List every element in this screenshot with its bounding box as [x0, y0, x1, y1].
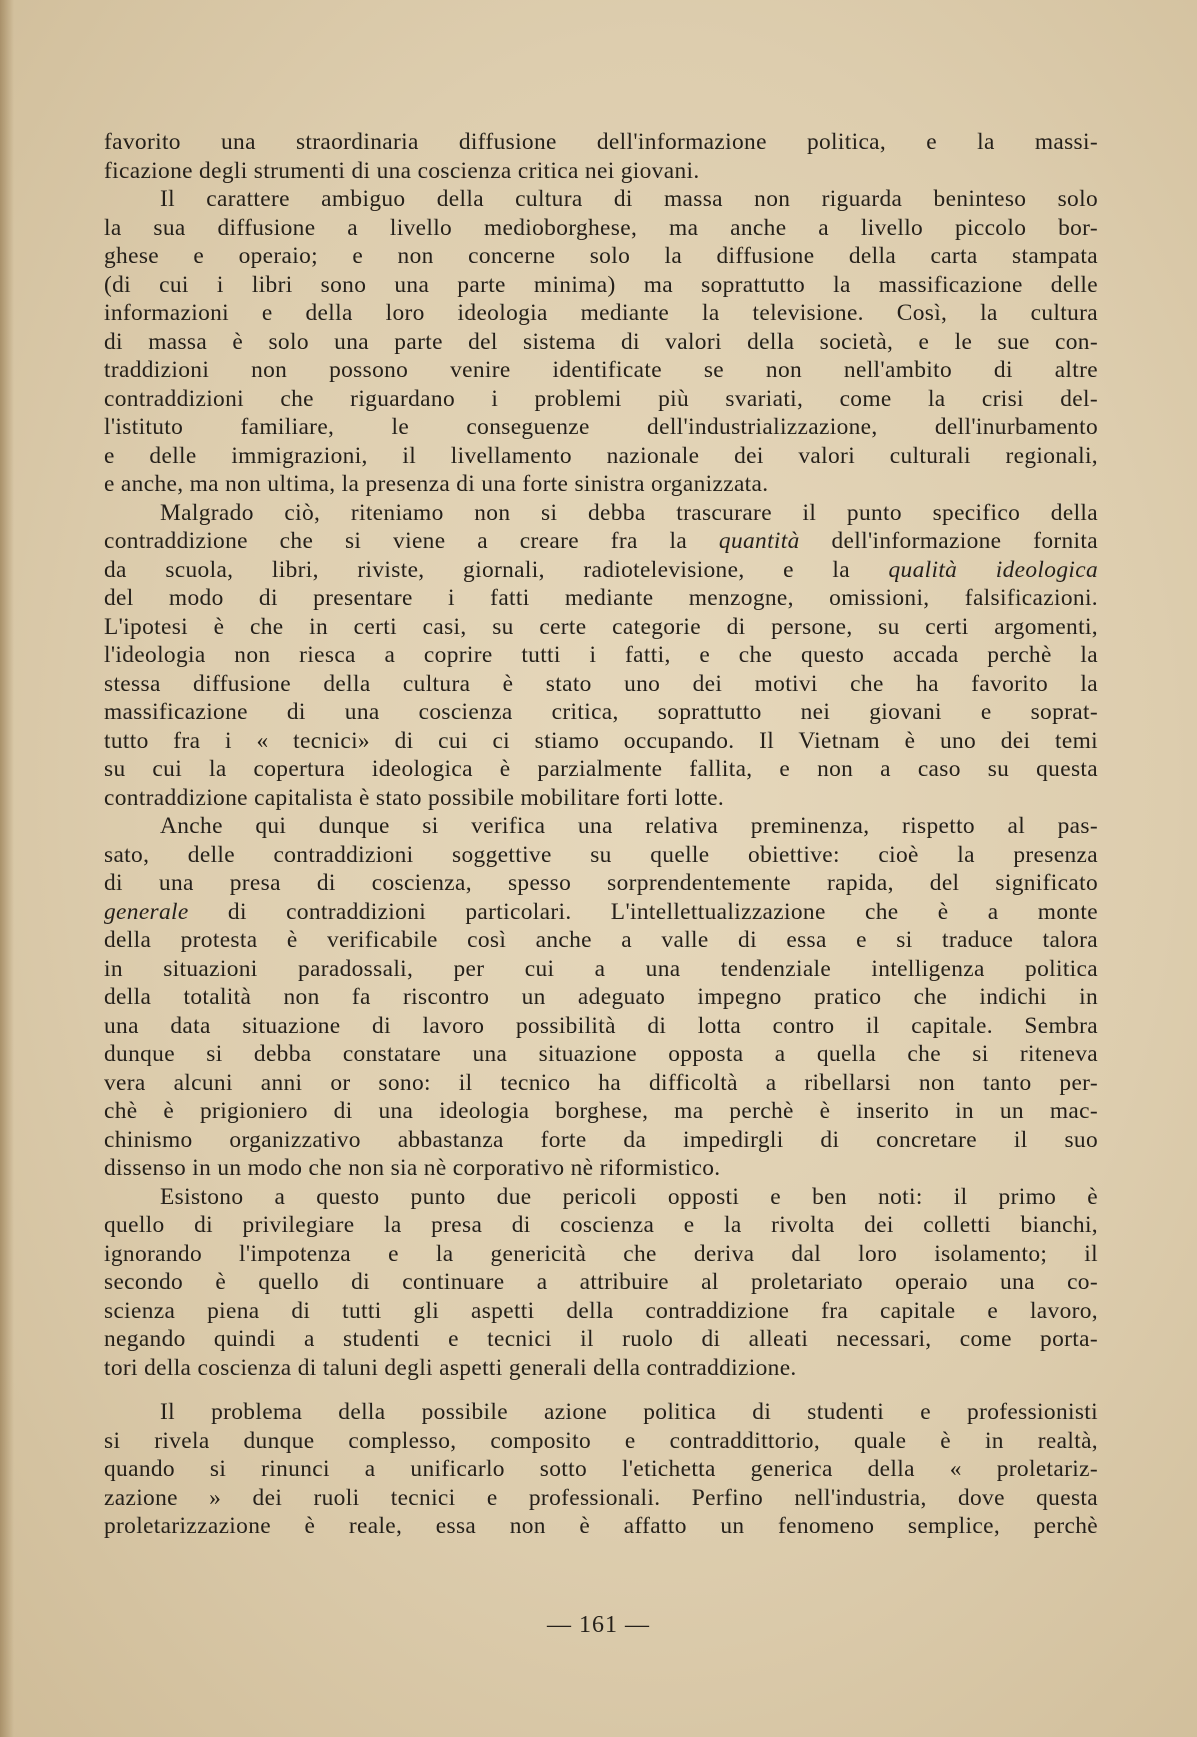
text-line: Anche qui dunque si verifica una relativa preminenza, rispetto al pas- [160, 813, 1098, 839]
text-line: scienza piena di tutti gli aspetti della contraddizione fra capitale e lavoro, [104, 1297, 1098, 1324]
page-number: — 161 — [547, 1612, 650, 1638]
text-line: dunque si debba constatare una situazione opposta a quella che si riteneva [104, 1041, 1098, 1067]
text-line: chè è prigioniero di una ideologia borghese, ma perchè è inserito in un mac- [104, 1098, 1098, 1124]
text-line: Il carattere ambiguo della cultura di massa non riguarda beninteso solo [160, 186, 1098, 212]
paragraph-4 [104, 812, 1098, 1183]
text-line: e delle immigrazioni, il livellamento nazionale dei valori culturali regionali, [104, 442, 1098, 469]
text-line: in situazioni paradossali, per cui a una tendenziale intelligenza politica [104, 955, 1098, 982]
text-line: ficazione degli strumenti di una coscienza critica nei giovani. [104, 157, 700, 184]
text-line: traddizioni non possono venire identificate se non nell'ambito di altre [104, 357, 1098, 383]
text-line: (di cui i libri sono una parte minima) ma soprattutto la massificazione delle [104, 271, 1098, 298]
paragraph-3 [104, 499, 1098, 813]
text-line: si rivela dunque complesso, composito e contraddittorio, quale è in realtà, [104, 1427, 1098, 1454]
text-line: ignorando l'impotenza e la genericità che deriva dal loro isolamento; il [104, 1240, 1098, 1267]
text-line: secondo è quello di continuare a attribuire al proletariato operaio una co- [104, 1269, 1098, 1295]
text-line: vera alcuni anni or sono: il tecnico ha difficoltà a ribellarsi non tanto per- [104, 1069, 1098, 1096]
text-line: di una presa di coscienza, spesso sorprendentemente rapida, del significato [104, 870, 1098, 896]
body-text [104, 128, 1098, 1541]
text-line: una data situazione di lavoro possibilità di lotta contro il capitale. Sembra [104, 1012, 1098, 1039]
text-line: proletarizzazione è reale, essa non è affatto un fenomeno semplice, perchè [104, 1513, 1098, 1539]
text-line: Esistono a questo punto due pericoli opposti e ben noti: il primo è [160, 1183, 1098, 1210]
text-line: l'ideologia non riesca a coprire tutti i fatti, e che questo accada perchè la [104, 642, 1098, 668]
text-line: del modo di presentare i fatti mediante menzogne, omissioni, falsificazioni. [104, 585, 1098, 611]
page-edge-shadow [0, 0, 14, 1737]
text-line: contraddizioni che riguardano i problemi più svariati, come la crisi del- [104, 385, 1098, 412]
text-line: informazioni e della loro ideologia mediante la televisione. Così, la cultura [104, 300, 1098, 326]
text-line: stessa diffusione della cultura è stato uno dei motivi che ha favorito la [104, 670, 1098, 697]
text-line: tori della coscienza di taluni degli aspetti generali della contraddizione. [104, 1354, 797, 1381]
text-line: dissenso in un modo che non sia nè corporativo nè riformistico. [104, 1155, 721, 1181]
text-line: sato, delle contraddizioni soggettive su quelle obiettive: cioè la presenza [104, 841, 1098, 868]
text-line: favorito una straordinaria diffusione dell'informazione politica, e la massi- [104, 129, 1098, 155]
text-line: da scuola, libri, riviste, giornali, radiotelevisione, e la qualità ideologica [104, 556, 1098, 583]
text-line: L'ipotesi è che in certi casi, su certe categorie di persone, su certi argomenti, [104, 613, 1098, 640]
text-line: della protesta è verificabile così anche a valle di essa e si traduce talora [104, 927, 1098, 953]
text-line: l'istituto familiare, le conseguenze dell'industrializzazione, dell'inurbamento [104, 414, 1098, 440]
paragraph-1 [104, 128, 1098, 185]
text-line: massificazione di una coscienza critica, soprattutto nei giovani e soprat- [104, 699, 1098, 725]
text-line: generale di contraddizioni particolari. L'intellettualizzazione che è a monte [104, 898, 1098, 925]
text-line: contraddizione che si viene a creare fra la quantità dell'informazione fornita [104, 528, 1098, 554]
text-line: quando si rinunci a unificarlo sotto l'etichetta generica della « proletariz- [104, 1456, 1098, 1482]
text-line: quello di privilegiare la presa di coscienza e la rivolta dei colletti bianchi, [104, 1212, 1098, 1238]
text-line: su cui la copertura ideologica è parzialmente fallita, e non a caso su questa [104, 756, 1098, 782]
text-line: chinismo organizzativo abbastanza forte da impedirgli di concretare il suo [104, 1126, 1098, 1153]
paragraph-6 [104, 1398, 1098, 1541]
text-line: Il problema della possibile azione politica di studenti e professionisti [160, 1399, 1098, 1425]
text-line: zazione » dei ruoli tecnici e professionali. Perfino nell'industria, dove questa [104, 1484, 1098, 1511]
text-line: negando quindi a studenti e tecnici il ruolo di alleati necessari, come porta- [104, 1326, 1098, 1352]
text-line: la sua diffusione a livello medioborghese, ma anche a livello piccolo bor- [104, 214, 1098, 241]
text-line: della totalità non fa riscontro un adeguato impegno pratico che indichi in [104, 984, 1098, 1010]
text-line: Malgrado ciò, riteniamo non si debba trascurare il punto specifico della [160, 499, 1098, 526]
text-line: ghese e operaio; e non concerne solo la diffusione della carta stampata [104, 243, 1098, 269]
text-line: tutto fra i « tecnici» di cui ci stiamo occupando. Il Vietnam è uno dei temi [104, 727, 1098, 754]
text-line: e anche, ma non ultima, la presenza di una forte sinistra organizzata. [104, 471, 769, 497]
text-line: di massa è solo una parte del sistema di valori della società, e le sue con- [104, 328, 1098, 355]
paragraph-5 [104, 1183, 1098, 1383]
text-line: contraddizione capitalista è stato possibile mobilitare forti lotte. [104, 784, 725, 811]
paragraph-2 [104, 185, 1098, 499]
